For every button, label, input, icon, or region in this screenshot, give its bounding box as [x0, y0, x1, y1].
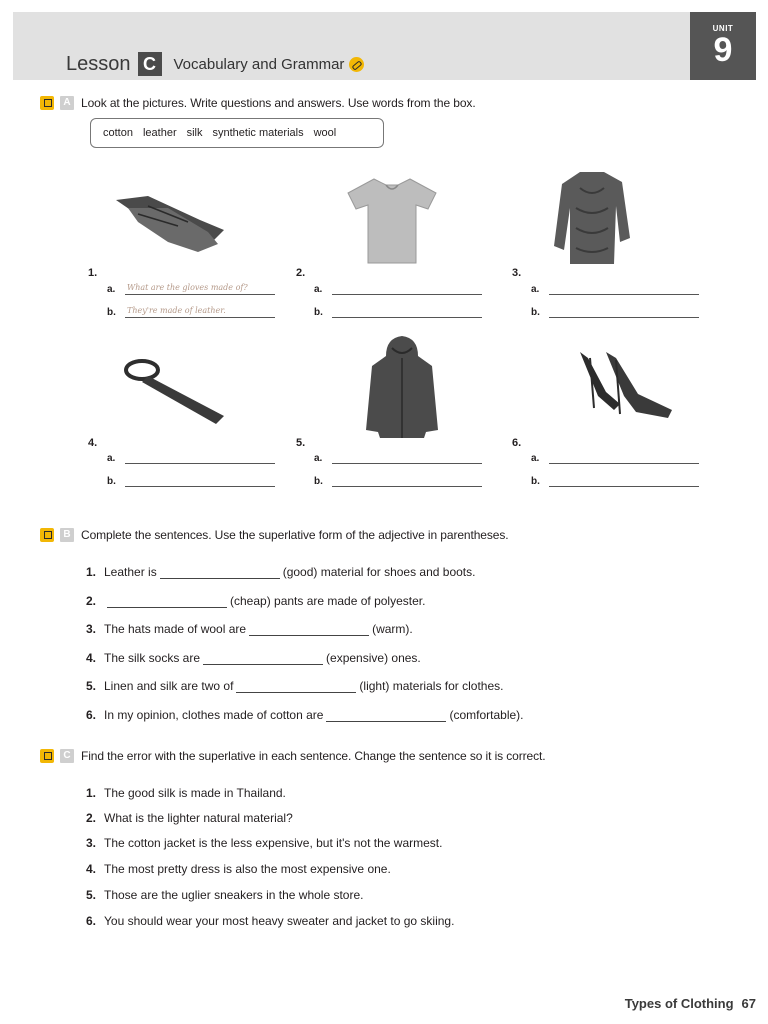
list-item [86, 708, 524, 722]
section-c-heading [40, 749, 546, 763]
word-box-item: cotton [103, 127, 133, 139]
row-label: a. [314, 284, 323, 295]
sweater-image [550, 168, 634, 268]
answer-row-b [107, 475, 275, 487]
link-icon[interactable] [349, 57, 364, 72]
sentence-text: Those are the uglier sneakers in the whole store. [104, 888, 364, 902]
pencil-icon [40, 96, 54, 110]
row-label: a. [314, 453, 323, 464]
answer-row-a [107, 283, 275, 295]
answer-line[interactable] [125, 452, 275, 464]
answer-row-b [107, 306, 275, 318]
sentence-text: You should wear your most heavy sweater and jacket to go skiing. [104, 914, 455, 928]
section-instruction: Complete the sentences. Use the superlative form of the adjective in parentheses. [81, 528, 509, 542]
answer-line[interactable] [332, 306, 482, 318]
answer-line[interactable] [549, 452, 699, 464]
sentence-text: What is the lighter natural material? [104, 811, 293, 825]
sentence-start: Linen and silk are two of [104, 679, 234, 693]
word-box-item: wool [313, 127, 337, 139]
answer-row-a [107, 452, 275, 464]
item-number: 4. [86, 862, 97, 876]
sentence-end: (cheap) pants are made of polyester. [230, 594, 426, 608]
page-number: 67 [741, 996, 756, 1011]
sentence-end: (expensive) ones. [326, 651, 421, 665]
item-number: 4. [88, 437, 98, 449]
row-label: b. [107, 476, 116, 487]
answer-row-a [314, 283, 482, 295]
section-instruction: Find the error with the superlative in each sentence. Change the sentence so it is correct. [81, 749, 546, 763]
item-number: 2. [296, 267, 306, 279]
footer-title: Types of Clothing [624, 996, 734, 1011]
answer-row-b [531, 306, 699, 318]
item-number: 2. [86, 594, 97, 608]
row-label: b. [531, 476, 540, 487]
word-box-item: leather [142, 127, 177, 139]
sentence-text: The most pretty dress is also the most expensive one. [104, 862, 391, 876]
item-number: 3. [86, 622, 97, 636]
pencil-icon [40, 749, 54, 763]
section-a-heading [40, 96, 476, 110]
lesson-word: Lesson [66, 52, 131, 75]
item-number: 6. [512, 437, 522, 449]
answer-blank[interactable] [249, 624, 369, 636]
tie-image [120, 354, 232, 426]
unit-number: 9 [713, 31, 733, 69]
word-box-item: synthetic materials [212, 127, 304, 139]
section-b-heading [40, 528, 508, 542]
sentence-start: In my opinion, clothes made of cotton are [104, 708, 324, 722]
row-label: b. [107, 307, 116, 318]
answer-row-a [314, 452, 482, 464]
list-item [86, 594, 425, 608]
pencil-icon [40, 528, 54, 542]
section-letter: C [60, 749, 74, 763]
unit-label: UNIT [712, 24, 734, 33]
unit-tab [690, 12, 756, 80]
answer-line[interactable] [549, 283, 699, 295]
section-letter: B [60, 528, 74, 542]
answer-line[interactable] [549, 475, 699, 487]
list-item [86, 651, 421, 665]
lesson-letter: C [138, 52, 162, 76]
sentence-end: (warm). [372, 622, 413, 636]
answer-line[interactable] [549, 306, 699, 318]
item-number: 1. [86, 786, 97, 800]
answer-row-b [314, 475, 482, 487]
answer-blank[interactable] [326, 710, 446, 722]
answer-row-a [531, 452, 699, 464]
sentence-text: The cotton jacket is the less expensive, but it's not the warmest. [104, 836, 443, 850]
answer-line[interactable] [332, 452, 482, 464]
lesson-title: Vocabulary and Grammar [173, 55, 345, 73]
sentence-text: The good silk is made in Thailand. [104, 786, 286, 800]
sentence-start: The silk socks are [104, 651, 201, 665]
answer-row-b [531, 475, 699, 487]
list-item [86, 862, 391, 876]
answer-blank[interactable] [203, 653, 323, 665]
list-item [86, 836, 442, 850]
row-label: a. [107, 453, 116, 464]
word-box [90, 118, 384, 148]
lesson-heading [66, 52, 364, 76]
item-number: 6. [86, 708, 97, 722]
page-footer [625, 996, 756, 1011]
answer-row-a [531, 283, 699, 295]
row-label: b. [531, 307, 540, 318]
sentence-end: (good) material for shoes and boots. [282, 565, 476, 579]
item-number: 6. [86, 914, 97, 928]
answer-blank[interactable] [107, 596, 227, 608]
section-letter: A [60, 96, 74, 110]
list-item [86, 622, 413, 636]
list-item [86, 888, 363, 902]
row-label: b. [314, 476, 323, 487]
list-item [86, 565, 475, 579]
word-box-item: silk [186, 127, 203, 139]
answer-blank[interactable] [160, 567, 280, 579]
row-label: a. [531, 284, 540, 295]
item-number: 5. [86, 888, 97, 902]
high-heels-image [576, 348, 676, 420]
item-number: 5. [86, 679, 97, 693]
answer-line[interactable] [125, 475, 275, 487]
item-number: 5. [296, 437, 306, 449]
answer-line[interactable]: What are the gloves made of? [125, 283, 275, 295]
section-instruction: Look at the pictures. Write questions and answers. Use words from the box. [81, 96, 476, 110]
row-label: b. [314, 307, 323, 318]
answer-line[interactable] [332, 475, 482, 487]
row-label: a. [107, 284, 116, 295]
list-item [86, 679, 503, 693]
sentence-end: (light) materials for clothes. [359, 679, 504, 693]
raincoat-image [364, 334, 440, 440]
answer-blank[interactable] [236, 681, 356, 693]
item-number: 3. [512, 267, 522, 279]
gloves-image [108, 186, 228, 258]
row-label: a. [531, 453, 540, 464]
item-number: 4. [86, 651, 97, 665]
t-shirt-image [344, 175, 440, 265]
item-number: 2. [86, 811, 97, 825]
item-number: 3. [86, 836, 97, 850]
sentence-start: Leather is [104, 565, 157, 579]
sentence-end: (comfortable). [449, 708, 524, 722]
item-number: 1. [86, 565, 97, 579]
answer-line[interactable] [332, 283, 482, 295]
answer-line[interactable]: They're made of leather. [125, 306, 275, 318]
list-item [86, 811, 293, 825]
answer-row-b [314, 306, 482, 318]
list-item [86, 786, 286, 800]
list-item [86, 914, 454, 928]
sentence-start: The hats made of wool are [104, 622, 247, 636]
item-number: 1. [88, 267, 98, 279]
